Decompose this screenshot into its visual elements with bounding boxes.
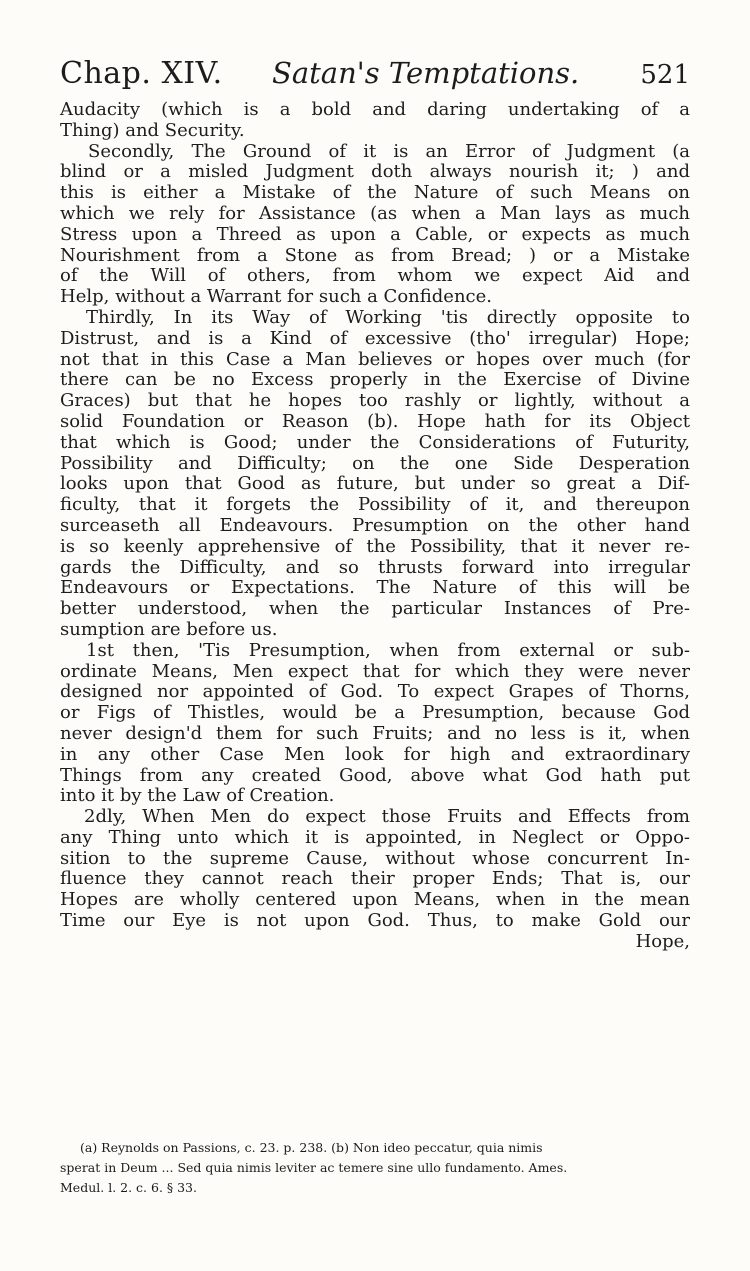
text-line: not that in this Case a Man believes or hopes over much (for bbox=[60, 348, 690, 370]
text-line: surceaseth all Endeavours. Presumption on the other hand bbox=[60, 514, 690, 536]
text-line: fluence they cannot reach their proper Ends; That is, our bbox=[60, 868, 690, 890]
text-line: Help, without a Warrant for such a Confidence. bbox=[60, 286, 492, 308]
text-line: or Figs of Thistles, would be a Presumption, because God bbox=[60, 702, 690, 724]
text-line: this is either a Mistake of the Nature of such Means on bbox=[60, 182, 690, 204]
text-line: which we rely for Assistance (as when a Man lays as much bbox=[60, 202, 690, 224]
text-line: Nourishment from a Stone as from Bread; ) or a Mistake bbox=[60, 244, 690, 266]
text-line: Thirdly, In its Way of Working 'tis directly opposite to bbox=[86, 306, 690, 328]
text-line: sition to the supreme Cause, without whose concurrent In- bbox=[60, 847, 690, 869]
text-line: 2dly, When Men do expect those Fruits and Effects from bbox=[84, 806, 690, 828]
text-line: Secondly, The Ground of it is an Error of Judgment (a bbox=[88, 140, 690, 162]
text-line: that which is Good; under the Considerations of Futurity, bbox=[60, 431, 690, 453]
text-line: blind or a misled Judgment doth always nourish it; ) and bbox=[60, 161, 690, 183]
text-line: of the Will of others, from whom we expect Aid and bbox=[60, 265, 690, 287]
text-line: ordinate Means, Men expect that for which they were never bbox=[60, 660, 690, 682]
text-line: Graces) but that he hopes too rashly or lightly, without a bbox=[60, 390, 690, 412]
text-line: 1st then, 'Tis Presumption, when from external or sub- bbox=[86, 639, 690, 661]
text-line: any Thing unto which it is appointed, in Neglect or Oppo- bbox=[60, 826, 690, 848]
text-line: Distrust, and is a Kind of excessive (tho' irregular) Hope; bbox=[60, 327, 690, 349]
page-number: 521 bbox=[640, 60, 690, 90]
text-line: into it by the Law of Creation. bbox=[60, 785, 335, 807]
body-text bbox=[60, 100, 690, 953]
text-line: Endeavours or Expectations. The Nature of this will be bbox=[60, 577, 690, 599]
text-line: designed nor appointed of God. To expect Grapes of Thorns, bbox=[60, 681, 690, 703]
text-line: looks upon that Good as future, but under so great a Dif- bbox=[60, 473, 690, 495]
running-header bbox=[60, 56, 690, 100]
text-line: ficulty, that it forgets the Possibility of it, and thereupon bbox=[60, 494, 690, 516]
text-line: solid Foundation or Reason (b). Hope hath for its Object bbox=[60, 410, 690, 432]
footnote-line: Medul. l. 2. c. 6. § 33. bbox=[60, 1180, 197, 1195]
text-line: Audacity (which is a bold and daring undertaking of a bbox=[60, 99, 690, 120]
running-title: Satan's Temptations. bbox=[272, 56, 580, 90]
text-line: there can be no Excess properly in the Exercise of Divine bbox=[60, 369, 690, 391]
text-line: in any other Case Men look for high and extraordinary bbox=[60, 743, 690, 765]
text-line: Thing) and Security. bbox=[60, 119, 245, 141]
text-line: Hopes are wholly centered upon Means, when in the mean bbox=[60, 889, 690, 911]
footnote-line: sperat in Deum ... Sed quia nimis leviter ac temere sine ullo fundamento. Ames. bbox=[60, 1160, 568, 1175]
text-line: Hope, bbox=[635, 930, 690, 952]
text-line: gards the Difficulty, and so thrusts forward into irregular bbox=[60, 556, 690, 578]
text-line: sumption are before us. bbox=[60, 618, 278, 640]
text-line: Stress upon a Threed as upon a Cable, or expects as much bbox=[60, 223, 690, 245]
text-line: Possibility and Difficulty; on the one Side Desperation bbox=[60, 452, 690, 474]
text-line: better understood, when the particular Instances of Pre- bbox=[60, 598, 690, 620]
footnotes bbox=[60, 1138, 690, 1198]
text-line: never design'd them for such Fruits; and no less is it, when bbox=[60, 722, 690, 744]
footnote-line: (a) Reynolds on Passions, c. 23. p. 238. (b) Non ideo peccatur, quia nimis bbox=[80, 1140, 543, 1155]
text-line: Things from any created Good, above what God hath put bbox=[60, 764, 690, 786]
text-line: is so keenly apprehensive of the Possibility, that it never re- bbox=[60, 535, 690, 557]
text-line: Time our Eye is not upon God. Thus, to make Gold our bbox=[60, 910, 690, 932]
chapter-label: Chap. XIV. bbox=[60, 56, 223, 91]
